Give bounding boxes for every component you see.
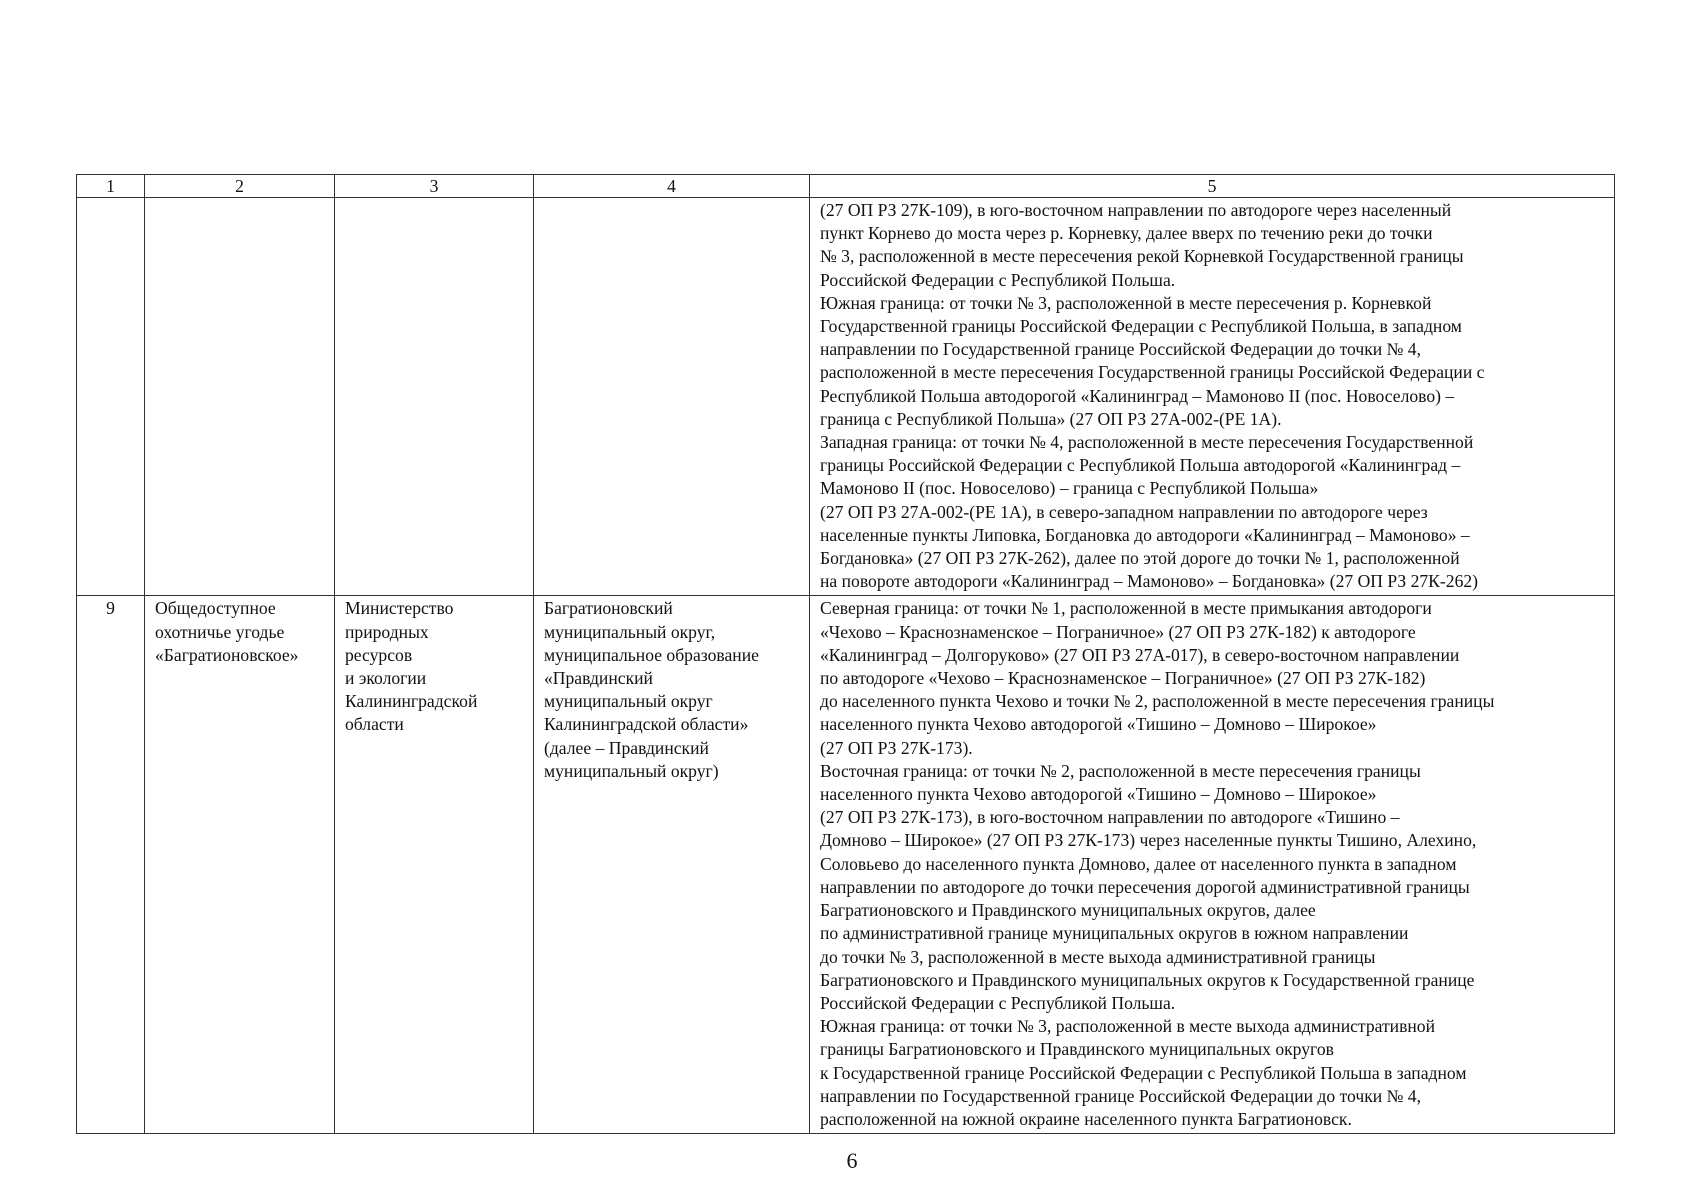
page-number: 6	[846, 1148, 858, 1173]
cell-text-line: Калининградской области»	[544, 714, 749, 735]
cell-text-line: пункт Корнево до моста через р. Корневку, далее вверх по течению реки до точки	[820, 223, 1433, 244]
hunting-ground-name-cell	[145, 198, 335, 596]
authority-cell	[335, 198, 534, 596]
cell-text-line: муниципальное образование	[544, 644, 759, 665]
cell-text-line: 9	[106, 598, 115, 619]
cell-text-line: Восточная граница: от точки № 2, расположенной в месте пересечения границы	[820, 760, 1421, 781]
cell-text-line: области	[345, 714, 404, 735]
cell-text-line: (далее – Правдинский	[544, 737, 709, 758]
cell-text-line: до точки № 3, расположенной в месте выхода административной границы	[820, 946, 1376, 967]
cell-text-line: Южная граница: от точки № 3, расположенной в месте выхода административной	[820, 1016, 1436, 1037]
table-body	[77, 198, 1615, 1134]
cell-text-line: границы Багратионовского и Правдинского муниципальных округов	[820, 1039, 1334, 1060]
cell-text-line: муниципальный округ	[544, 691, 713, 712]
boundary-description-cell	[810, 198, 1615, 596]
cell-text-line: Северная граница: от точки № 1, расположенной в месте примыкания автодороги	[820, 598, 1432, 619]
cell-text-line: Государственной границы Российской Федерации с Республикой Польша, в западном	[820, 316, 1462, 337]
cell-text-line: Западная граница: от точки № 4, расположенной в месте пересечения Государственной	[820, 432, 1474, 453]
boundaries-table	[76, 174, 1615, 1134]
table-row	[77, 198, 1615, 596]
cell-text-line: расположенной в месте пересечения Государственной границы Российской Федерации с	[820, 362, 1485, 383]
cell-text-line: расположенной на южной окраине населенного пункта Багратионовск.	[820, 1108, 1352, 1129]
cell-text-line: по административной границе муниципальных округов в южном направлении	[820, 923, 1409, 944]
cell-text-line: направлении по Государственной границе Российской Федерации до точки № 4,	[820, 339, 1421, 360]
cell-text-line: направлении по автодороге до точки пересечения дорогой административной границы	[820, 876, 1470, 897]
column-header-1: 1	[77, 175, 145, 198]
hunting-ground-name-cell	[145, 596, 335, 1134]
cell-text-line: Богдановка» (27 ОП РЗ 27К-262), далее по этой дороге до точки № 1, расположенной	[820, 548, 1460, 569]
cell-text-line: Домново – Широкое» (27 ОП РЗ 27К-173) через населенные пункты Тишино, Алехино,	[820, 830, 1477, 851]
cell-text-line: (27 ОП РЗ 27К-173), в юго-восточном направлении по автодороге «Тишино –	[820, 807, 1400, 828]
cell-text-line: Республикой Польша автодорогой «Калининград – Мамоново II (пос. Новоселово) –	[820, 385, 1455, 406]
cell-text-line: по автодороге «Чехово – Краснознаменское – Пограничное» (27 ОП РЗ 27К-182)	[820, 668, 1426, 689]
cell-text-line: Багратионовский	[544, 598, 673, 619]
municipality-cell	[534, 596, 810, 1134]
cell-text-line: охотничье угодье	[155, 621, 285, 642]
row-number-cell	[77, 198, 145, 596]
cell-text-line: природных	[345, 621, 429, 642]
cell-text-line: граница с Республикой Польша» (27 ОП РЗ 27А-002-(РЕ 1А).	[820, 408, 1282, 429]
cell-text-line: до населенного пункта Чехово и точки № 2, расположенной в месте пересечения границы	[820, 691, 1495, 712]
boundary-description-cell	[810, 596, 1615, 1134]
cell-text-line: «Чехово – Краснознаменское – Пограничное» (27 ОП РЗ 27К-182) к автодороге	[820, 621, 1416, 642]
cell-text-line: населенные пункты Липовка, Богдановка до автодороги «Калининград – Мамоново» –	[820, 524, 1470, 545]
cell-text-line: Мамоново II (пос. Новоселово) – граница с Республикой Польша»	[820, 478, 1319, 499]
column-header-4: 4	[534, 175, 810, 198]
cell-text-line: к Государственной границе Российской Федерации с Республикой Польша в западном	[820, 1062, 1467, 1083]
cell-text-line: населенного пункта Чехово автодорогой «Тишино – Домново – Широкое»	[820, 714, 1377, 735]
cell-text-line: на повороте автодороги «Калининград – Мамоново» – Богдановка» (27 ОП РЗ 27К-262)	[820, 571, 1479, 592]
column-header-5: 5	[810, 175, 1615, 198]
cell-text-line: Общедоступное	[155, 598, 276, 619]
cell-text-line: (27 ОП РЗ 27К-173).	[820, 737, 973, 758]
column-numbers-row	[77, 175, 1615, 198]
row-number-cell	[77, 596, 145, 1134]
cell-text-line: населенного пункта Чехово автодорогой «Тишино – Домново – Широкое»	[820, 784, 1377, 805]
cell-text-line: и экологии	[345, 668, 427, 689]
cell-text-line: «Багратионовское»	[155, 644, 299, 665]
cell-text-line: Российской Федерации с Республикой Польша.	[820, 269, 1176, 290]
cell-text-line: Калининградской	[345, 691, 478, 712]
cell-text-line: направлении по Государственной границе Российской Федерации до точки № 4,	[820, 1085, 1421, 1106]
cell-text-line: (27 ОП РЗ 27К-109), в юго-восточном направлении по автодороге через населенный	[820, 200, 1452, 220]
cell-text-line: «Правдинский	[544, 668, 653, 689]
cell-text-line: муниципальный округ)	[544, 760, 719, 781]
column-header-2: 2	[145, 175, 335, 198]
cell-text-line: Багратионовского и Правдинского муниципальных округов к Государственной границе	[820, 969, 1475, 990]
cell-text-line: границы Российской Федерации с Республикой Польша автодорогой «Калининград –	[820, 455, 1461, 476]
cell-text-line: «Калининград – Долгоруково» (27 ОП РЗ 27А-017), в северо-восточном направлении	[820, 644, 1460, 665]
cell-text-line: ресурсов	[345, 644, 413, 665]
cell-text-line: муниципальный округ,	[544, 621, 716, 642]
cell-text-line: Российской Федерации с Республикой Польша.	[820, 992, 1176, 1013]
cell-text-line: Багратионовского и Правдинского муниципальных округов, далее	[820, 900, 1316, 921]
cell-text-line: Южная граница: от точки № 3, расположенной в месте пересечения р. Корневкой	[820, 292, 1432, 313]
table-row	[77, 596, 1615, 1134]
cell-text-line: Соловьево до населенного пункта Домново, далее от населенного пункта в западном	[820, 853, 1457, 874]
authority-cell	[335, 596, 534, 1134]
cell-text-line: № 3, расположенной в месте пересечения рекой Корневкой Государственной границы	[820, 246, 1464, 267]
cell-text-line: (27 ОП РЗ 27А-002-(РЕ 1А), в северо-западном направлении по автодороге через	[820, 501, 1428, 522]
cell-text-line: Министерство	[345, 598, 454, 619]
municipality-cell	[534, 198, 810, 596]
column-header-3: 3	[335, 175, 534, 198]
